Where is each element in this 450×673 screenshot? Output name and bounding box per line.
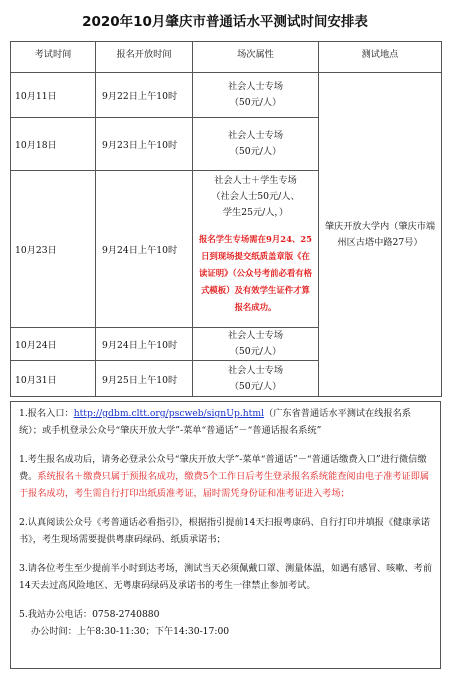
session-fee-line: （50元/人） <box>229 97 282 108</box>
registration-time-cell: 9月24日上午10时 <box>96 171 193 328</box>
session-type-cell <box>193 361 319 397</box>
student-session-note: 报名学生专场需在9月24、25日到现场提交纸质盖章版《在读证明》（公众号考前必看有格式模板）及有效学生证件才算报名成功。 <box>198 234 313 312</box>
schedule-table <box>10 41 442 397</box>
page-title: 2020年10月肇庆市普通话水平测试时间安排表 <box>82 14 368 30</box>
session-type-line: 社会人士专场 <box>227 81 284 92</box>
registration-time-cell: 9月24日上午10时 <box>96 328 193 361</box>
note-registration-entry <box>19 405 432 439</box>
note-payment-warning: 系统报名＋缴费只属于预报名成功，缴费5个工作日后考生登录报名系统能查阅由电子准考证即属于报名成功，考生需自行打印出纸质准考证，届时需凭身份证和准考证进入考场； <box>19 471 430 499</box>
registration-time-cell: 9月23日上午10时 <box>96 118 193 171</box>
table-header-row <box>11 42 442 73</box>
session-type-line: 社会人士＋学生专场 <box>214 175 297 186</box>
session-type-cell <box>193 118 319 171</box>
session-fee-line: （社会人士50元/人、 <box>211 191 300 202</box>
header-registration-time: 报名开放时间 <box>96 42 193 73</box>
note-office-hours: 办公时间：上午8:30-11:30；下午14:30-17:00 <box>31 626 230 637</box>
exam-date-cell: 10月23日 <box>11 171 96 328</box>
exam-date-cell: 10月24日 <box>11 328 96 361</box>
exam-date-cell: 10月18日 <box>11 118 96 171</box>
note-payment <box>19 451 432 502</box>
table-row <box>11 73 442 118</box>
exam-date-cell: 10月31日 <box>11 361 96 397</box>
note-prefix: 1.报名入口： <box>19 408 74 419</box>
header-test-location: 测试地点 <box>319 42 442 73</box>
note-arrival: 3.请各位考生至少提前半小时到达考场，测试当天必须佩戴口罩、测量体温，如遇有感冒、咳嗽、考前14天去过高风险地区、无粤康码绿码及承诺书的考生一律禁止参加考试。 <box>19 563 433 591</box>
session-fee-line: 学生25元/人，） <box>222 207 289 218</box>
note-office-phone: 5.我站办公电话：0758-2740880 <box>19 609 160 620</box>
session-type-cell <box>193 328 319 361</box>
session-fee-line: （50元/人） <box>229 346 282 357</box>
note-payment-text: 1.考生报名成功后，请务必登录公众号“肇庆开放大学”-菜单“普通话”－“普通话缴费入口”进行微信缴费。 <box>19 454 427 482</box>
session-fee-line: （50元/人） <box>229 146 282 157</box>
session-type-line: 社会人士专场 <box>227 130 284 141</box>
session-type-cell <box>193 73 319 118</box>
session-fee-line: （50元/人） <box>229 380 282 392</box>
header-exam-time: 考试时间 <box>11 42 96 73</box>
registration-time-cell: 9月22日上午10时 <box>96 73 193 118</box>
registration-time-cell: 9月25日上午10时 <box>96 361 193 397</box>
exam-date-cell: 10月11日 <box>11 73 96 118</box>
notes-section <box>10 401 441 669</box>
note-health-code: 2.认真阅读公众号《考普通话必看指引》，根据指引提前14天扫报粤康码、自行打印并填报《健康承诺书》，考生现场需要提供粤康码绿码、纸质承诺书； <box>19 517 430 545</box>
test-location-text: 肇庆开放大学内（肇庆市端州区古塔中路27号） <box>324 220 436 248</box>
note-suffix: （广东省普通话水平测试在线报名系统）；或手机登录公众号“肇庆开放大学”-菜单“普通话”－“普通话报名系统” <box>19 408 412 436</box>
registration-link[interactable]: http://gdbm.cltt.org/pscweb/signUp.html <box>73 408 265 419</box>
session-type-cell <box>193 171 319 328</box>
session-type-line: 社会人士专场 <box>227 364 284 376</box>
test-location-cell <box>319 73 442 397</box>
header-session-type: 场次属性 <box>193 42 319 73</box>
session-type-line: 社会人士专场 <box>227 330 284 341</box>
